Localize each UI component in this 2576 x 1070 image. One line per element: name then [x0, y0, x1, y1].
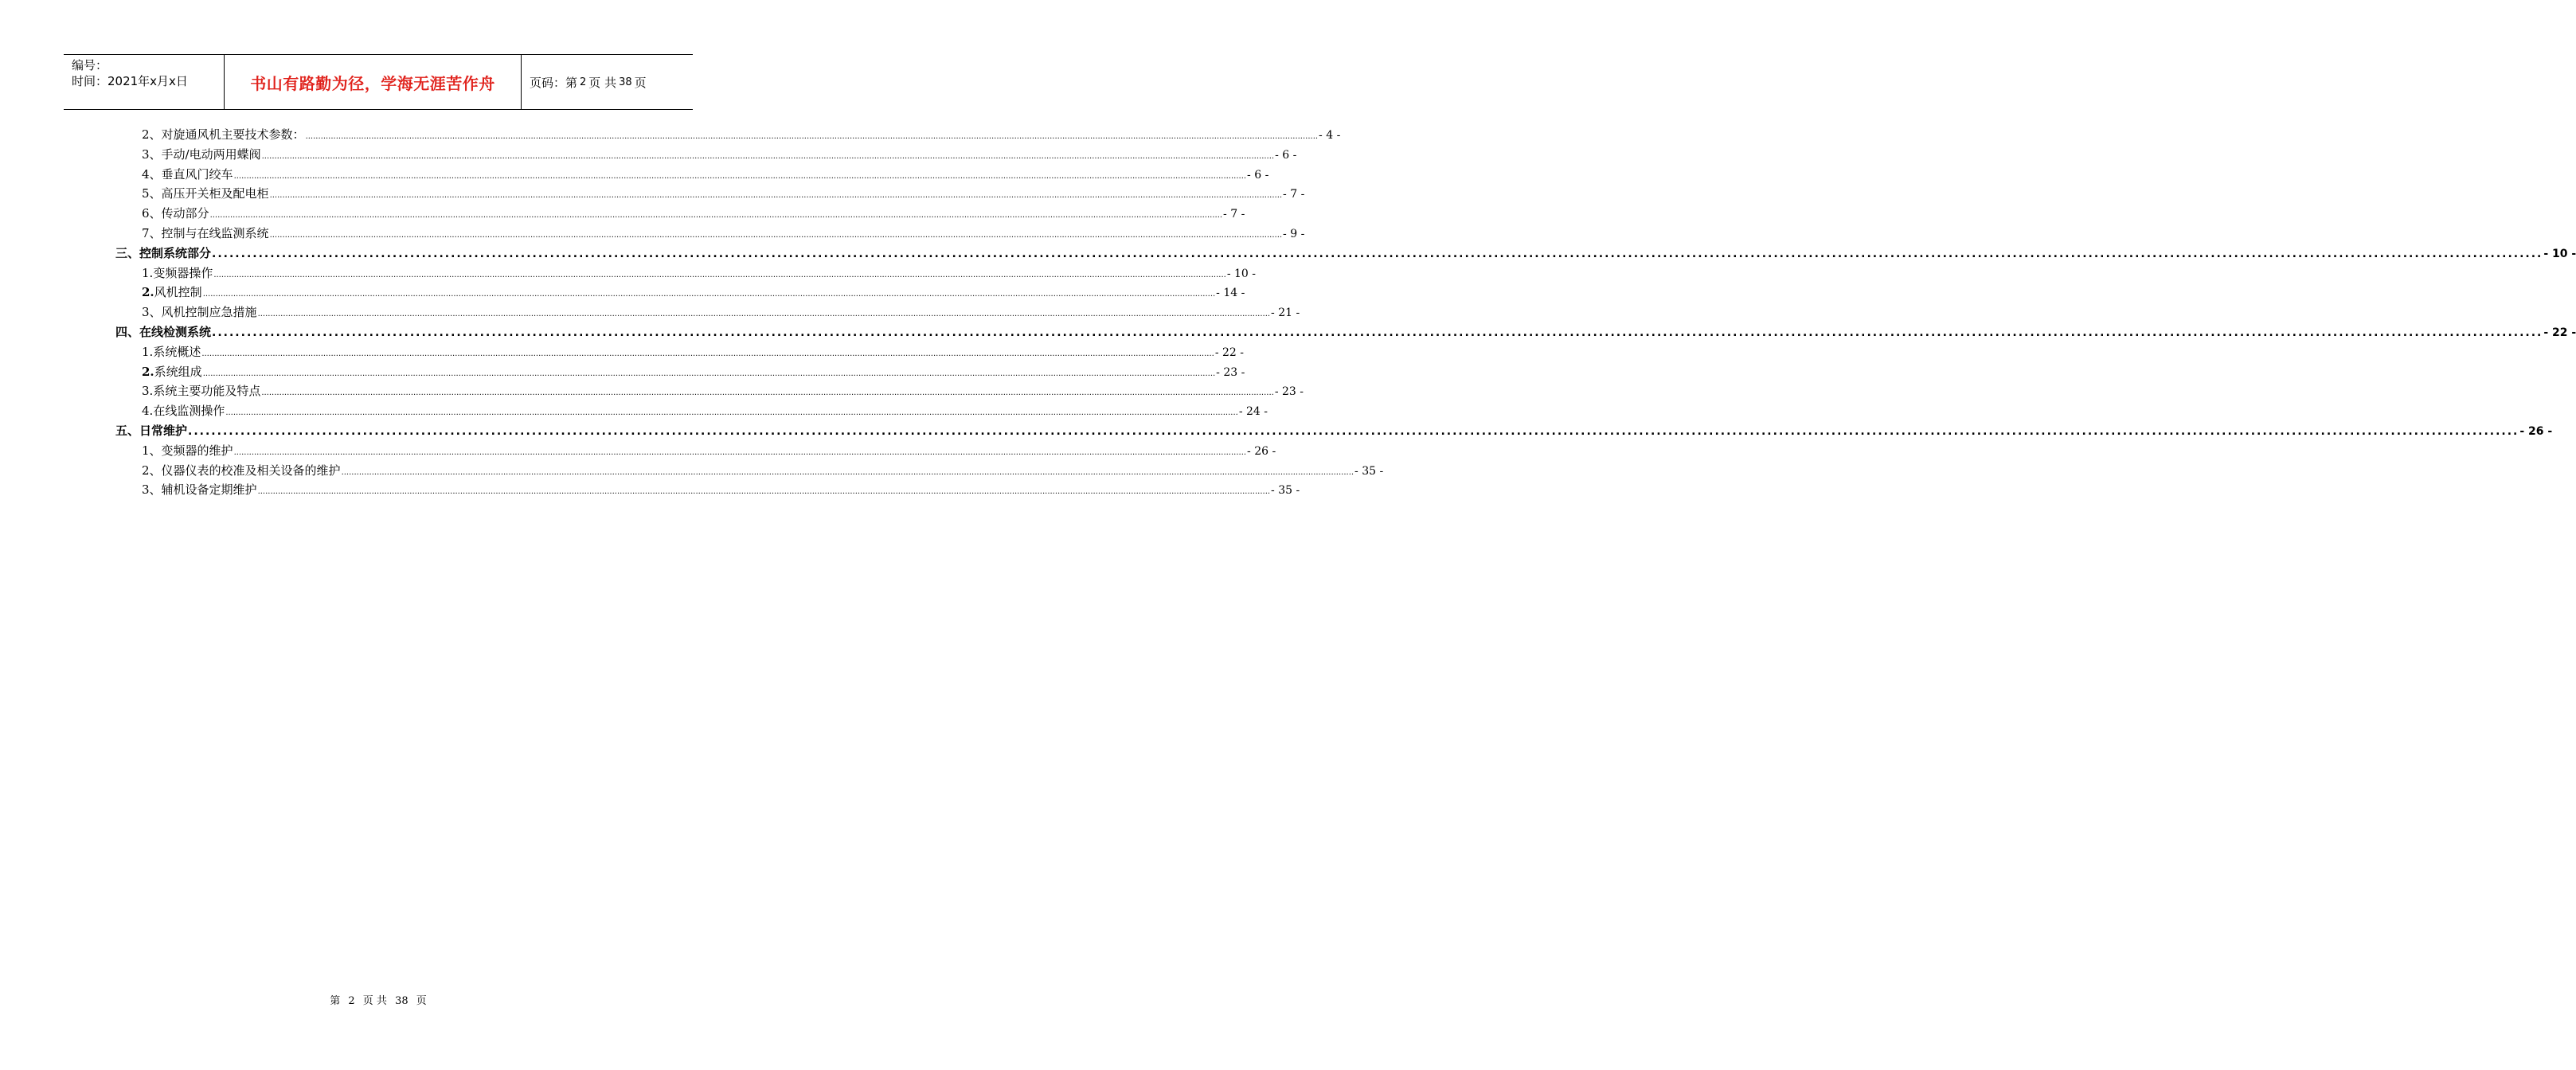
toc-entry-title: 辅机设备定期维护	[161, 482, 257, 498]
toc-entry-number: 6、	[142, 206, 162, 221]
toc-entry-row	[142, 225, 1305, 242]
toc-entry-page: - 6 -	[1275, 148, 1297, 162]
toc-entry-title: 风机控制应急措施	[161, 305, 257, 320]
footer-post: 页	[416, 995, 427, 1007]
header-meta	[64, 55, 224, 109]
toc-entry-row	[142, 382, 1304, 400]
toc-section-row	[115, 323, 2576, 341]
toc-entry-page: - 24 -	[1238, 405, 1268, 419]
toc-dot-leader: ................................................................................................................................................................................................................................................................................................................................................................................................................	[305, 132, 1319, 141]
toc-dot-leader: ................................................................................................................................................................................................................................................................................................................................................................................................................	[209, 211, 1223, 221]
toc-dot-leader: ................................................................................................................................................................................................................................................................................................................................................................................................................	[212, 247, 2543, 260]
toc-entry-number: 3、	[142, 305, 162, 320]
toc-entry-page: - 23 -	[1274, 385, 1304, 399]
toc-entry-title: 传动部分	[161, 206, 209, 221]
toc-entry-page: - 22 -	[1214, 346, 1244, 359]
toc-entry-row	[142, 264, 1256, 282]
footer-mid: 页 共	[362, 995, 387, 1007]
toc-entry-page: - 10 -	[1226, 267, 1256, 280]
page-total: 38	[619, 76, 632, 88]
toc-entry-page: - 14 -	[1216, 287, 1245, 300]
toc-entry-number: 2、	[142, 127, 162, 142]
toc-entry-number: 4.	[142, 404, 154, 419]
toc-entry-page: - 21 -	[1271, 307, 1300, 320]
toc-entry-title: 仪器仪表的校准及相关设备的维护	[161, 463, 341, 478]
toc-entry-row	[142, 303, 1300, 321]
page-footer	[0, 992, 756, 1007]
toc-entry-page: - 9 -	[1283, 228, 1305, 240]
toc-entry-title: 变频器操作	[153, 265, 213, 280]
motto-text: 书山有路勤为径，学海无涯苦作舟	[250, 73, 495, 93]
toc-entry-number: 1、	[142, 443, 162, 458]
toc-entry-page: - 7 -	[1223, 208, 1245, 221]
footer-pre: 第	[330, 995, 341, 1007]
toc-entry-title: 在线检测系统	[139, 325, 212, 339]
toc-entry-row	[142, 402, 1268, 420]
toc-entry-number: 2.	[142, 364, 154, 379]
toc-entry-row	[142, 462, 1384, 479]
toc-dot-leader: ................................................................................................................................................................................................................................................................................................................................................................................................................	[233, 447, 1247, 457]
toc-entry-title: 控制系统部分	[139, 245, 212, 260]
header-page-info	[522, 55, 693, 109]
toc-entry-row	[142, 166, 1269, 183]
toc-dot-leader: ................................................................................................................................................................................................................................................................................................................................................................................................................	[225, 408, 1238, 418]
toc-entry-title: 变频器的维护	[161, 443, 233, 458]
toc-entry-number: 3、	[142, 482, 162, 498]
toc-entry-title: 在线监测操作	[153, 404, 225, 419]
toc-section-row	[115, 244, 2576, 262]
toc-dot-leader: ................................................................................................................................................................................................................................................................................................................................................................................................................	[269, 231, 1283, 240]
toc-entry-number: 3、	[142, 146, 162, 162]
page-header	[64, 54, 693, 110]
toc-entry-number: 2.	[142, 285, 154, 300]
time-label: 时间：2021年x月x日	[72, 74, 188, 88]
toc-entry-page: - 22 -	[2543, 326, 2576, 339]
toc-dot-leader: ................................................................................................................................................................................................................................................................................................................................................................................................................	[212, 326, 2543, 339]
toc-entry-number: 五、	[115, 424, 140, 438]
toc-entry-title: 对旋通风机主要技术参数：	[161, 127, 305, 142]
toc-dot-leader: ................................................................................................................................................................................................................................................................................................................................................................................................................	[233, 171, 1247, 181]
toc-entry-row	[142, 481, 1300, 498]
toc-dot-leader: ................................................................................................................................................................................................................................................................................................................................................................................................................	[341, 467, 1354, 477]
toc-entry-page: - 7 -	[1283, 188, 1305, 201]
toc-entry-page: - 35 -	[1354, 464, 1384, 478]
toc-entry-row	[142, 343, 1244, 361]
toc-entry-number: 三、	[115, 245, 140, 260]
code-label: 编号：	[72, 58, 108, 72]
page-number: 2	[580, 76, 587, 88]
toc-dot-leader: ................................................................................................................................................................................................................................................................................................................................................................................................................	[257, 310, 1271, 319]
toc-entry-page: - 23 -	[1216, 365, 1245, 379]
toc-entry-title: 系统概述	[153, 344, 201, 359]
toc-entry-title: 日常维护	[139, 424, 188, 438]
toc-entry-title: 高压开关柜及配电柜	[161, 186, 269, 201]
toc-entry-title: 垂直风门绞车	[161, 166, 233, 182]
footer-total: 38	[395, 995, 408, 1007]
toc-entry-title: 控制与在线监测系统	[161, 226, 269, 240]
toc-entry-title: 手动/电动两用蝶阀	[161, 146, 261, 162]
toc-entry-page: - 6 -	[1247, 168, 1269, 182]
toc-entry-number: 7、	[142, 226, 162, 240]
toc-entry-row	[142, 283, 1245, 301]
toc-entry-row	[142, 146, 1297, 163]
toc-entry-row	[142, 442, 1276, 459]
toc-entry-number: 3.	[142, 384, 154, 399]
toc-entry-title: 系统主要功能及特点	[153, 384, 261, 399]
toc-entry-title: 风机控制	[154, 285, 202, 300]
page-label-mid: 页 共	[588, 75, 617, 90]
toc-entry-row	[142, 205, 1245, 222]
toc-entry-row	[142, 126, 1341, 143]
toc-entry-number: 四、	[115, 325, 140, 339]
toc-dot-leader: ................................................................................................................................................................................................................................................................................................................................................................................................................	[201, 349, 1214, 358]
toc-dot-leader: ................................................................................................................................................................................................................................................................................................................................................................................................................	[213, 270, 1226, 279]
page-label-pre: 页码：第	[530, 75, 578, 90]
toc-dot-leader: ................................................................................................................................................................................................................................................................................................................................................................................................................	[261, 389, 1274, 398]
footer-page: 2	[348, 995, 355, 1007]
toc-section-row	[115, 422, 2553, 439]
toc-entry-page: - 26 -	[2519, 425, 2553, 438]
toc-entry-row	[142, 185, 1305, 202]
toc-entry-number: 1.	[142, 265, 154, 280]
toc-entry-number: 1.	[142, 344, 154, 359]
toc-entry-page: - 35 -	[1271, 484, 1300, 498]
toc-entry-row	[142, 363, 1245, 381]
toc-entry-page: - 26 -	[1247, 444, 1276, 458]
toc-dot-leader: ................................................................................................................................................................................................................................................................................................................................................................................................................	[202, 290, 1216, 299]
toc-entry-page: - 10 -	[2543, 247, 2576, 260]
toc-entry-number: 5、	[142, 186, 162, 201]
toc-entry-number: 4、	[142, 166, 162, 182]
toc-dot-leader: ................................................................................................................................................................................................................................................................................................................................................................................................................	[261, 151, 1275, 161]
toc-dot-leader: ................................................................................................................................................................................................................................................................................................................................................................................................................	[257, 487, 1271, 497]
toc-dot-leader: ................................................................................................................................................................................................................................................................................................................................................................................................................	[188, 425, 2519, 438]
page-label-post: 页	[634, 75, 647, 90]
toc-dot-leader: ................................................................................................................................................................................................................................................................................................................................................................................................................	[202, 369, 1216, 378]
toc-entry-title: 系统组成	[154, 364, 202, 379]
toc-dot-leader: ................................................................................................................................................................................................................................................................................................................................................................................................................	[269, 191, 1283, 201]
header-motto-cell	[224, 55, 522, 109]
toc-entry-number: 2、	[142, 463, 162, 478]
toc-entry-page: - 4 -	[1319, 129, 1341, 142]
